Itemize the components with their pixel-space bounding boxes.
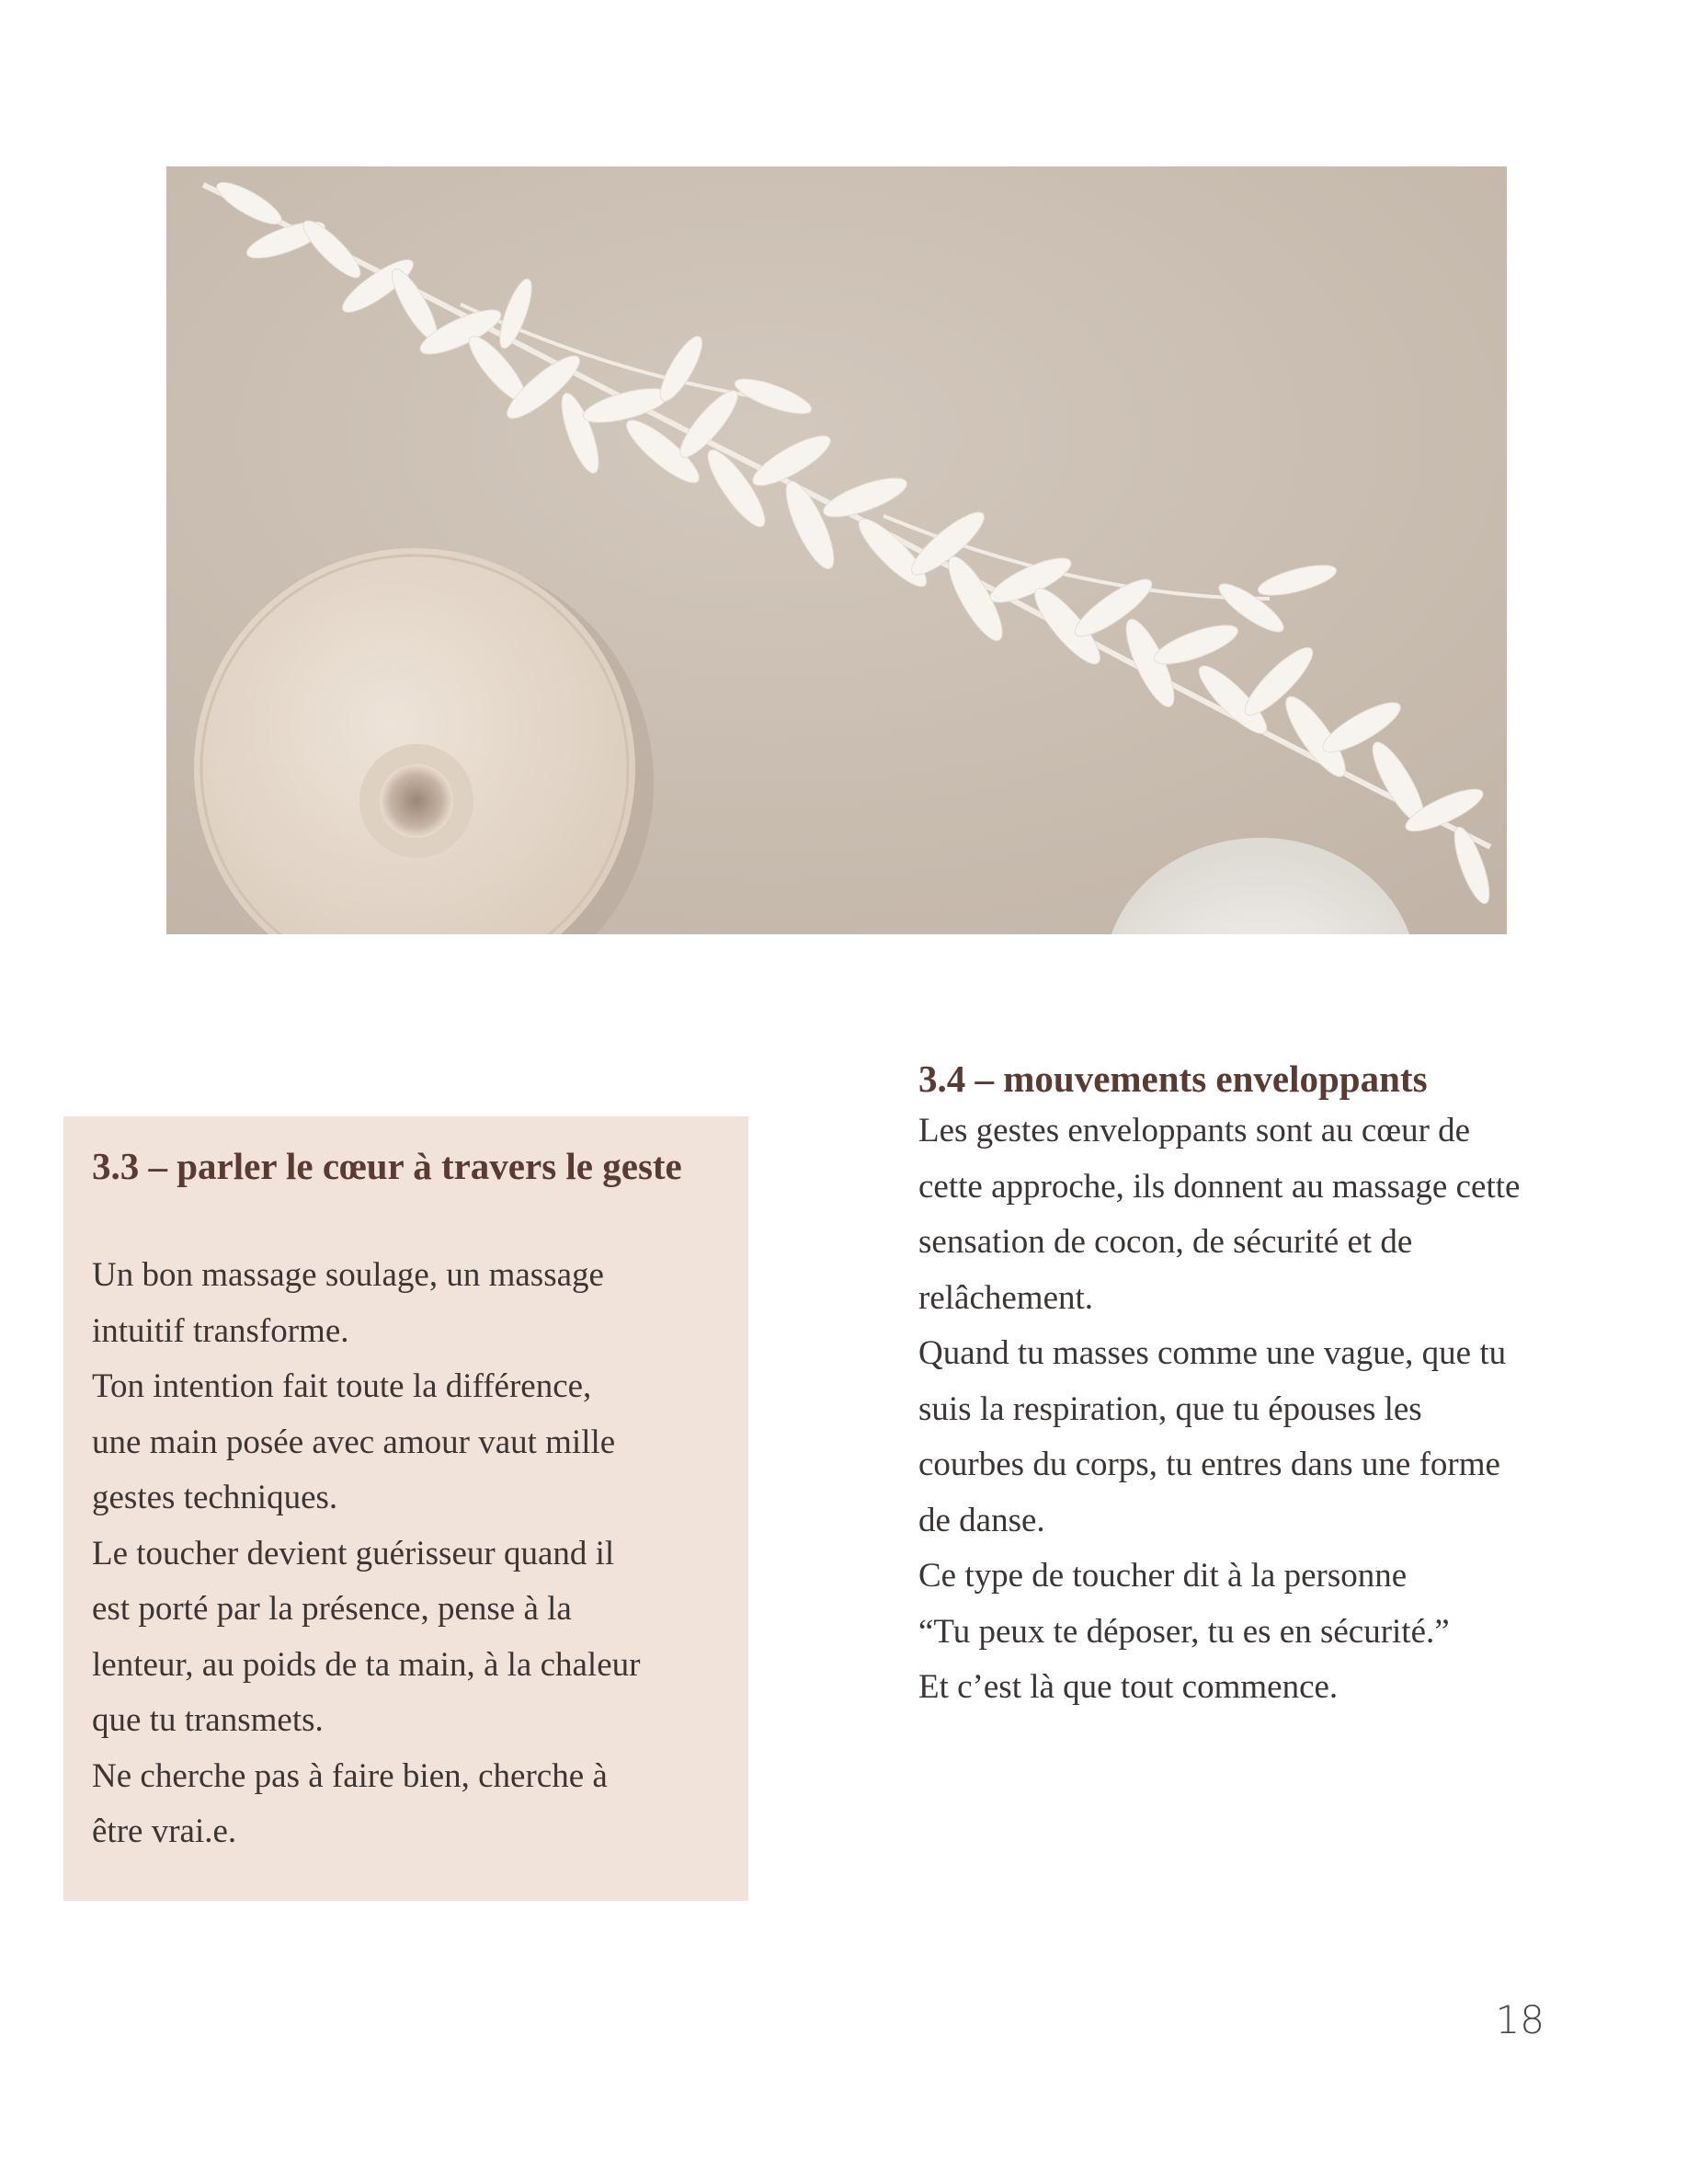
- section-3-3-line: lenteur, au poids de ta main, à la chaleur: [92, 1645, 641, 1684]
- section-3-4-line: Quand tu masses comme une vague, que tu: [918, 1334, 1507, 1372]
- section-3-3-line: que tu transmets.: [92, 1701, 324, 1739]
- page-number: 18: [1495, 1997, 1545, 2042]
- section-3-3-line: une main posée avec amour vaut mille: [92, 1423, 616, 1461]
- section-3-3-line: est porté par la présence, pense à la: [92, 1590, 572, 1628]
- section-3-4: [918, 1057, 1617, 1716]
- section-3-4-line: “Tu peux te déposer, tu es en sécurité.”: [918, 1612, 1450, 1651]
- section-3-4-line: relâchement.: [918, 1278, 1094, 1317]
- section-3-4-line: cette approche, ils donnent au massage cette: [918, 1167, 1521, 1206]
- section-3-3-line: intuitif transforme.: [92, 1311, 349, 1350]
- section-3-4-title: 3.4 – mouvements enveloppants: [918, 1058, 1428, 1100]
- section-3-3-line: être vrai.e.: [92, 1812, 237, 1850]
- dried-leaves-photo-icon: [166, 166, 1507, 934]
- section-3-4-line: suis la respiration, que tu épouses les: [918, 1389, 1422, 1428]
- section-3-3-line: Un bon massage soulage, un massage: [92, 1256, 604, 1294]
- section-3-3-body: [92, 1248, 735, 1860]
- section-3-4-line: courbes du corps, tu entres dans une forme: [918, 1446, 1500, 1483]
- section-3-3-line: gestes techniques.: [92, 1479, 338, 1516]
- section-3-3-line: Le toucher devient guérisseur quand il: [92, 1534, 615, 1572]
- section-3-3-box: [63, 1116, 748, 1901]
- section-3-4-body: [918, 1103, 1617, 1716]
- section-3-3-title: 3.3 – parler le cœur à travers le geste: [92, 1145, 682, 1187]
- section-3-4-line: Les gestes enveloppants sont au cœur de: [918, 1112, 1471, 1149]
- header-photo: [166, 166, 1507, 934]
- section-3-3-line: Ne cherche pas à faire bien, cherche à: [92, 1756, 608, 1795]
- section-3-4-line: de danse.: [918, 1501, 1045, 1539]
- section-3-4-line: Et c’est là que tout commence.: [918, 1668, 1339, 1706]
- section-3-4-line: sensation de cocon, de sécurité et de: [918, 1223, 1413, 1261]
- section-3-4-line: Ce type de toucher dit à la personne: [918, 1557, 1408, 1595]
- section-3-3-line: Ton intention fait toute la différence,: [92, 1367, 592, 1405]
